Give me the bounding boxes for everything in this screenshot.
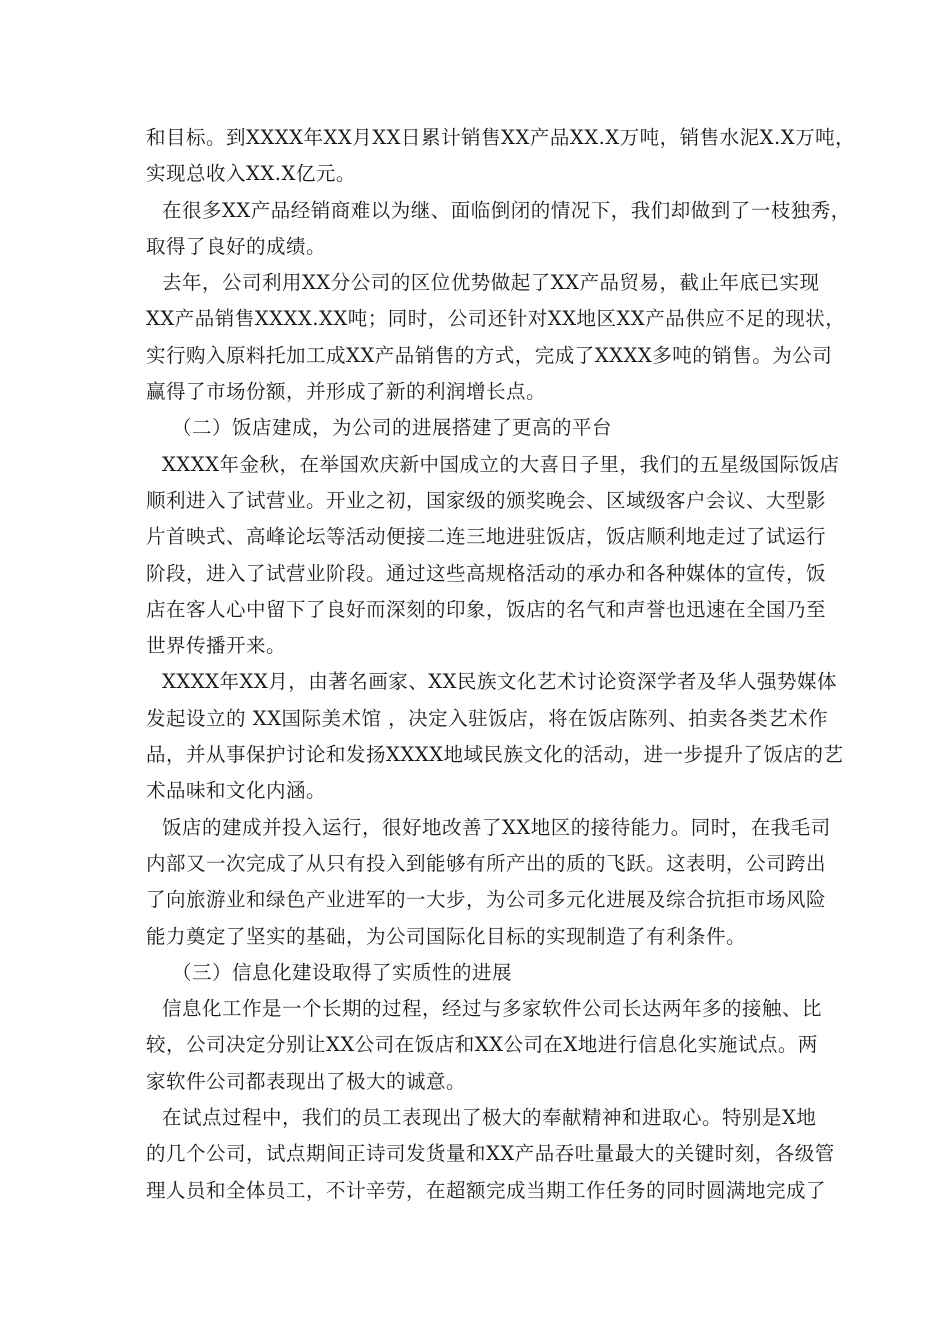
paragraph-line: 片首映式、高峰论坛等活动便接二连三地进驻饭店，饭店顺利地走过了试运行 bbox=[146, 525, 827, 549]
paragraph-line: 了向旅游业和绿色产业进军的一大步，为公司多元化进展及综合抗拒市场风险 bbox=[146, 888, 827, 912]
paragraph-line: 理人员和全体员工，不计辛劳，在超额完成当期工作任务的同时圆满地完成了 bbox=[146, 1178, 827, 1202]
paragraph-line: 信息化工作是一个长期的过程，经过与多家软件公司长达两年多的接触、比 bbox=[162, 997, 823, 1021]
body-text bbox=[146, 120, 856, 1209]
paragraph-line: 店在客人心中留下了良好而深刻的印象，饭店的名气和声誉也迅速在全国乃至 bbox=[146, 597, 827, 621]
section-heading: （三）信息化建设取得了实质性的进展 bbox=[172, 960, 513, 984]
paragraph-line: 赢得了市场份额，并形成了新的利润增长点。 bbox=[146, 380, 547, 404]
paragraph-line: 阶段，进入了试营业阶段。通过这些高规格活动的承办和各种媒体的宣传，饭 bbox=[146, 561, 827, 585]
paragraph-line: 世界传播开来。 bbox=[146, 634, 287, 658]
paragraph-line: 在很多XX产品经销商难以为继、面临倒闭的情况下，我们却做到了一枝独秀， bbox=[162, 198, 851, 222]
paragraph-line: 品，并从事保护讨论和发扬XXXX地域民族文化的活动，进一步提升了饭店的艺 bbox=[146, 743, 844, 767]
section-heading: （二）饭店建成，为公司的进展搭建了更高的平台 bbox=[172, 416, 613, 440]
paragraph-line: 的几个公司，试点期间正诗司发货量和XX产品吞吐量最大的关键时刻，各级管 bbox=[146, 1142, 835, 1166]
paragraph-line: 在试点过程中，我们的员工表现出了极大的奉献精神和进取心。特别是X地 bbox=[162, 1106, 817, 1130]
paragraph-line: 饭店的建成并投入运行，很好地改善了XX地区的接待能力。同时，在我毛司 bbox=[162, 815, 831, 839]
paragraph-line: 实现总收入XX.X亿元。 bbox=[146, 162, 356, 186]
paragraph-line: 家软件公司都表现出了极大的诚意。 bbox=[146, 1069, 467, 1093]
paragraph-line: XXXX年金秋，在举国欢庆新中国成立的大喜日子里，我们的五星级国际饭店 bbox=[162, 452, 840, 476]
paragraph-line: 去年，公司利用XX分公司的区位优势做起了XX产品贸易，截止年底已实现 bbox=[162, 271, 820, 295]
paragraph-line: 能力奠定了坚实的基础，为公司国际化目标的实现制造了有利条件。 bbox=[146, 924, 747, 948]
paragraph-line: 取得了良好的成绩。 bbox=[146, 234, 327, 258]
paragraph-line: 较，公司决定分别让XX公司在饭店和XX公司在X地进行信息化实施试点。两 bbox=[146, 1033, 818, 1057]
paragraph-line: 和目标。到XXXX年XX月XX日累计销售XX产品XX.X万吨，销售水泥X.X万吨， bbox=[146, 126, 856, 149]
paragraph-line: XXXX年XX月，由著名画家、XX民族文化艺术讨论资深学者及华人强势媒体 bbox=[162, 670, 838, 694]
paragraph-line: 内部又一次完成了从只有投入到能够有所产出的质的飞跃。这表明，公司跨出 bbox=[146, 851, 827, 875]
paragraph-line: 发起设立的 XX国际美术馆 ，决定入驻饭店，将在饭店陈列、拍卖各类艺术作 bbox=[146, 706, 829, 730]
paragraph-line: 实行购入原料托加工成XX产品销售的方式，完成了XXXX多吨的销售。为公司 bbox=[146, 343, 833, 367]
paragraph-line: XX产品销售XXXX.XX吨；同时，公司还针对XX地区XX产品供应不足的现状， bbox=[146, 307, 846, 331]
paragraph-line: 顺利进入了试营业。开业之初，国家级的颁奖晚会、区域级客户会议、大型影 bbox=[146, 488, 827, 512]
paragraph-line: 术品味和文化内涵。 bbox=[146, 779, 327, 803]
